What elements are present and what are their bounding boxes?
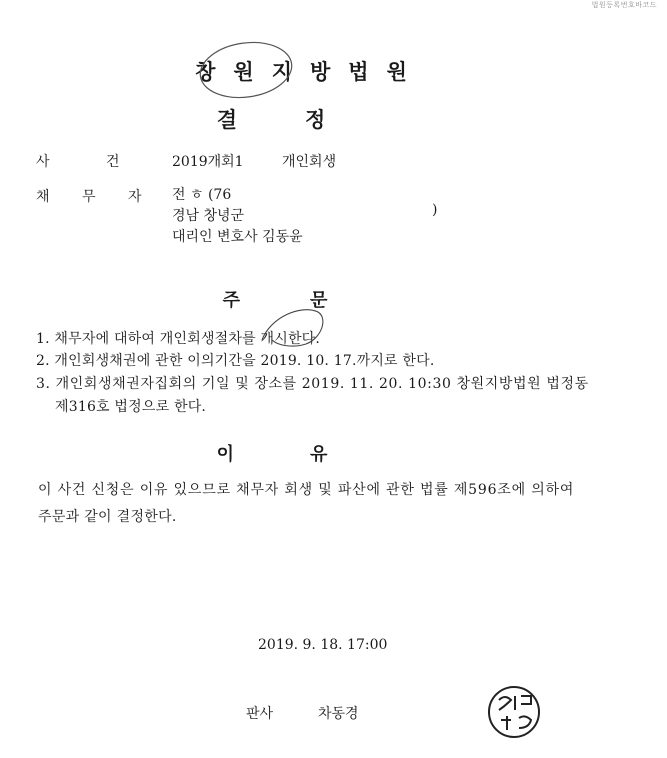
decision-date: 2019. 9. 18. 17:00 xyxy=(258,637,388,653)
debtor-address-tail: ) xyxy=(432,202,438,218)
case-number: 2019개회1 xyxy=(172,154,244,170)
judge-seal-stamp xyxy=(485,682,545,742)
document-type: 결정 xyxy=(216,108,394,132)
judge-title: 판사 xyxy=(246,706,274,722)
debtor-name: 전 ㅎ (76 xyxy=(172,187,232,203)
reason-line-2: 주문과 같이 결정한다. xyxy=(38,509,177,525)
order-item-3-cont: 제316호 법정으로 한다. xyxy=(55,399,207,415)
reason-heading: 이유 xyxy=(216,444,404,465)
case-type: 개인회생 xyxy=(282,154,337,170)
judge-name: 차동경 xyxy=(318,706,359,722)
court-name: 창원지방법원 xyxy=(195,60,425,84)
case-label: 사 건 xyxy=(36,154,146,170)
reason-line-1: 이 사건 신청은 이유 있으므로 채무자 회생 및 파산에 관한 법률 제596조에 의하여 xyxy=(38,482,575,498)
debtor-label: 채 무 자 xyxy=(36,189,156,205)
order-item-2: 2. 개인회생채권에 관한 이의기간을 2019. 10. 17.까지로 한다. xyxy=(36,353,435,369)
order-item-1: 1. 채무자에 대하여 개인회생절차를 개시한다. xyxy=(36,331,321,347)
debtor-address: 경남 창녕군 xyxy=(172,208,245,224)
order-item-3: 3. 개인회생채권자집회의 기일 및 장소를 2019. 11. 20. 10:30 창원지방법원 법정동 xyxy=(36,376,589,392)
barcode-caption: 법원등록번호바코드 xyxy=(591,1,657,9)
order-heading: 주문 xyxy=(222,290,398,311)
debtor-agent: 대리인 변호사 김동윤 xyxy=(172,229,303,245)
